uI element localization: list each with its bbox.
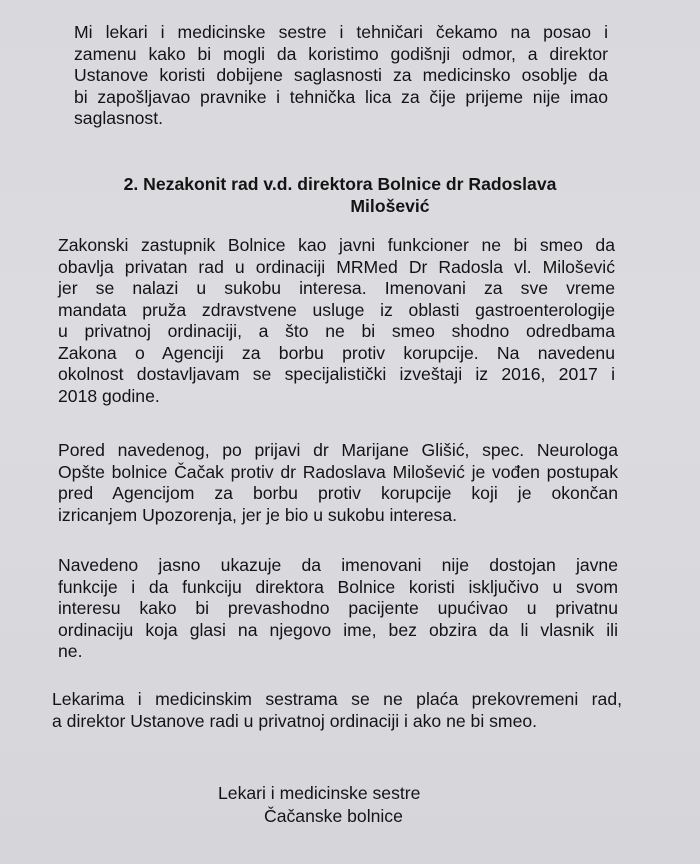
paragraph-line: mandata pruža zdravstvene usluge iz oblasti gastroenterologije: [58, 299, 615, 320]
paragraph-line: Zakonski zastupnik Bolnice kao javni funkcioner ne bi smeo da: [58, 235, 615, 255]
intro-line: bi zapošljavao pravnike i tehnička lica za čije prijeme nije imao: [74, 86, 608, 107]
section-heading: [60, 173, 620, 217]
paragraph-line: Navedeno jasno ukazuje da imenovani nije dostojan javne: [58, 555, 618, 575]
signature-line: Lekari i medicinske sestre: [218, 783, 421, 803]
section-heading-line: 2. Nezakonit rad v.d. direktora Bolnice dr Radoslava: [123, 174, 557, 194]
intro-line: saglasnost.: [74, 108, 163, 128]
intro-line: Ustanove koristi dobijene saglasnosti za medicinsko osoblje da: [74, 65, 608, 85]
paragraph-line: izricanjem Upozorenja, jer je bio u sukobu interesa.: [58, 504, 457, 525]
paragraph-line: Opšte bolnice Čačak protiv dr Radoslava Milošević je vođen postupak: [58, 461, 618, 482]
agency-report-paragraph: [58, 440, 618, 526]
signature-line: Čačanske bolnice: [264, 806, 403, 826]
intro-paragraph: [74, 22, 608, 130]
paragraph-line: Zakona o Agenciji za borbu protiv korupcije. Na navedenu: [58, 342, 615, 363]
paragraph-line: Lekarima i medicinskim sestrama se ne plaća prekovremeni rad,: [52, 689, 622, 709]
paragraph-line: pred Agencijom za borbu protiv korupcije koji je okončan: [58, 483, 618, 503]
paragraph-line: interesu kako bi prevashodno pacijente upućivao u privatnu: [58, 598, 618, 618]
unfit-for-office-paragraph: [58, 555, 618, 663]
section-heading-line: Milošević: [350, 196, 430, 216]
paragraph-line: ne.: [58, 641, 83, 661]
paragraph-line: ordinaciju koja glasi na njegovo ime, bez obzira da li vlasnik ili: [58, 619, 618, 640]
intro-line: Mi lekari i medicinske sestre i tehničari čekamo na posao i: [74, 22, 608, 42]
overtime-paragraph: [52, 689, 622, 732]
paragraph-line: Pored navedenog, po prijavi dr Marijane Glišić, spec. Neurologa: [58, 440, 618, 460]
intro-line: zamenu kako bi mogli da koristimo godišnji odmor, a direktor: [74, 43, 608, 64]
signature-block: [200, 782, 460, 828]
paragraph-line: funkcije i da funkciju direktora Bolnice koristi isključivo u svom: [58, 576, 618, 597]
paragraph-line: okolnost dostavljavam se specijalistički izveštaji iz 2016, 2017 i: [58, 364, 615, 384]
paragraph-line: obavlja privatan rad u ordinaciji MRMed Dr Radosla vl. Milošević: [58, 256, 615, 277]
paragraph-line: 2018 godine.: [58, 385, 160, 406]
paragraph-line: a direktor Ustanove radi u privatnoj ordinaciji i ako ne bi smeo.: [52, 710, 538, 731]
paragraph-line: u privatnoj ordinaciji, a što ne bi smeo shodno odredbama: [58, 321, 615, 341]
paragraph-line: jer se nalazi u sukobu interesa. Imenovani za sve vreme: [58, 278, 615, 298]
conflict-of-interest-paragraph: [58, 235, 615, 407]
